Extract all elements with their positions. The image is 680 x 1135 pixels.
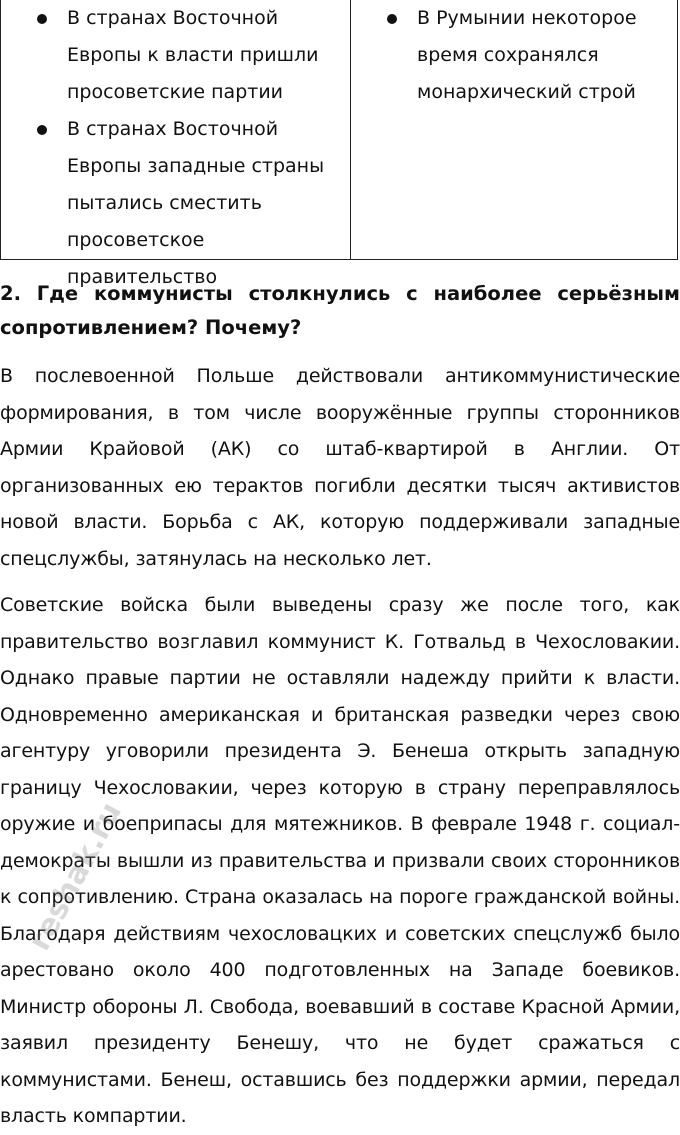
question-heading: 2. Где коммунисты столкнулись с наиболее серьёзным сопротивлением? Почему? [0, 282, 680, 339]
watermark-logo: reshak.ru [22, 796, 130, 957]
paragraph-czechoslovakia: Советские войска были выведены сразу же после того, как правительство возглавил коммунист К. Готвальд в Чехословакии. Однако правые партии не оставляли надежду прийти к власти. Одновременно американская и британская разведки через свою агентуру уговорили президента Э. Бенеша открыть западную границу Чехословакии, через которую в страну переправлялось оружие и боеприпасы для мятежников. В феврале 1948 г. социал-демократы вышли из правительства и призвали своих сторонников к сопротивлению. Страна оказалась на пороге гражданской войны. Благодаря действиям чехословацких и советских спецслужб было арестовано около 400 подготовленных на Западе боевиков. Министр обороны Л. Свобода, воевавший в составе Красной Армии, заявил президенту Бенешу, что не будет сражаться с коммунистами. Бенеш, оставшись без поддержки армии, передал власть компартии. [0, 594, 680, 1127]
right-bullet-list [351, 0, 677, 111]
table-column-left [1, 0, 351, 288]
paragraph-poland: В послевоенной Польше действовали антикоммунистические формирования, в том числе вооружённые группы сторонников Армии Крайовой (АК) со штаб-квартирой в Англии. От организованных ею терактов погибли десятки тысяч активистов новой власти. Борьба с АК, которую поддерживали западные спецслужбы, затянулась на несколько лет. [0, 365, 680, 570]
list-item: В странах Восточной Европы западные страны пытались сместить просоветское правительство [67, 111, 350, 296]
list-item: В Румынии некоторое время сохранялся монархический строй [417, 0, 677, 111]
comparison-table [0, 0, 678, 288]
table-column-right [351, 0, 677, 259]
left-bullet-list [1, 0, 350, 296]
list-item: В странах Восточной Европы к власти пришли просоветские партии [67, 0, 350, 111]
